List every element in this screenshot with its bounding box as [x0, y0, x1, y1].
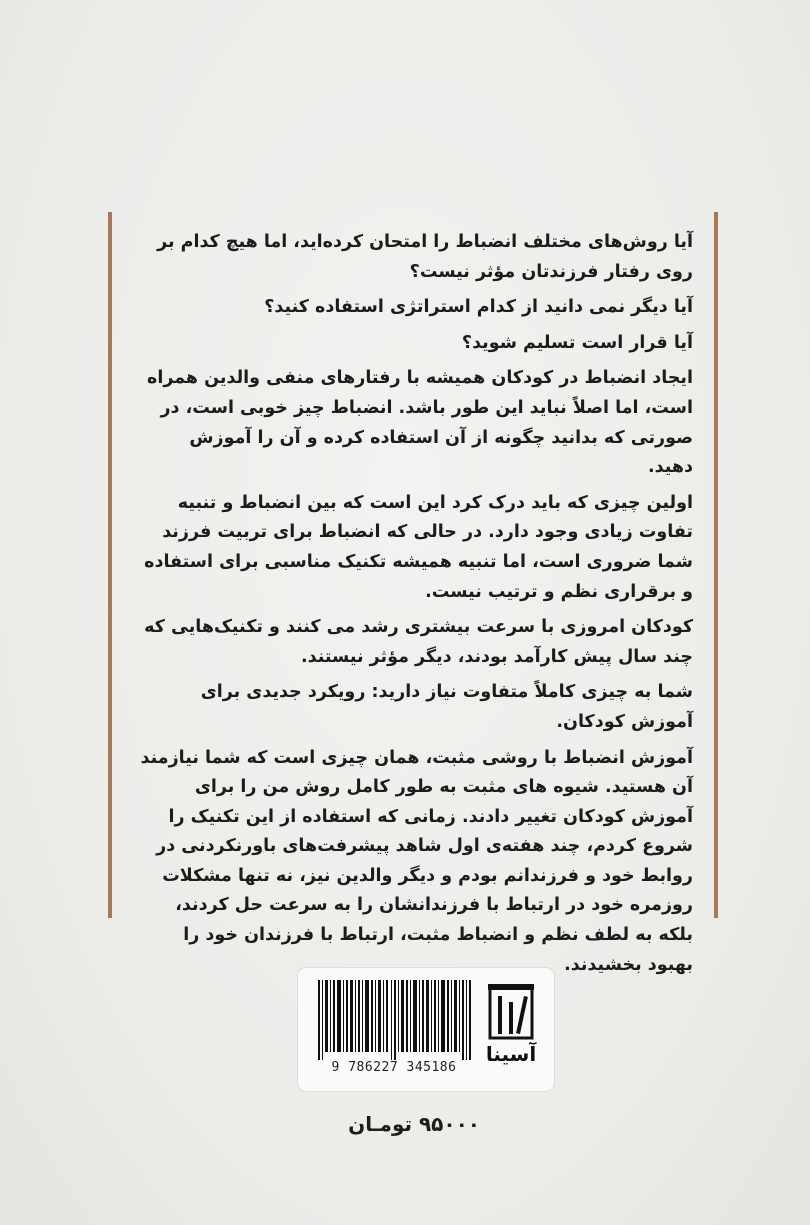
blurb-paragraph-2: آیا دیگر نمی دانید از کدام استراتژی استفاده کنید؟	[264, 297, 693, 318]
blurb-paragraph-5: اولین چیزی که باید درک کرد این است که بین انضباط و تنبیه تفاوت زیادی وجود دارد. در حالی که انضباط برای تربیت فرزند شما ضروری است، اما تنبیه همیشه تکنیک مناسبی برای استفاده و برقراری نظم و ترتیب نیست.	[144, 492, 693, 602]
isbn-sticker	[298, 968, 554, 1091]
right-border-rule	[714, 212, 718, 918]
barcode-icon	[316, 980, 472, 1060]
price-label: ۹۵۰۰۰ تومـان	[348, 1112, 480, 1136]
isbn-number: 9 786227 345186	[331, 1060, 457, 1075]
blurb-text	[140, 228, 703, 986]
blurb-paragraph-8: آموزش انضباط با روشی مثبت، همان چیزی است که شما نیازمند آن هستید. شیوه های مثبت به طور کامل روش من را برای آموزش کودکان تغییر دادند. زمانی که استفاده از این تکنیک را شروع کردم، چند هفته‌ی اول شاهد پیشرفت‌های باورنکردنی در روابط خود و فرزندانم بودم و دیگر والدین نیز، نه تنها مشکلات روزمره خود در ارتباط با فرزندانشان را به سرعت حل کردند، بلکه به لطف نظم و انضباط مثبت، ارتباط با فرزندان خود را بهبود بخشیدند.	[140, 747, 693, 975]
left-border-rule	[108, 212, 112, 918]
blurb-paragraph-1: آیا روش‌های مختلف انضباط را امتحان کرده‌اید، اما هیچ کدام بر روی رفتار فرزندتان مؤثر نیست؟	[157, 232, 693, 282]
publisher-name: آسینا	[485, 1042, 537, 1066]
blurb-paragraph-6: کودکان امروزی با سرعت بیشتری رشد می کنند و تکنیک‌هایی که چند سال پیش کارآمد بودند، دیگر مؤثر نیستند.	[144, 617, 693, 667]
blurb-paragraph-7: شما به چیزی کاملاً متفاوت نیاز دارید: رویکرد جدیدی برای آموزش کودکان.	[200, 682, 693, 732]
blurb-paragraph-4: ایجاد انضباط در کودکان همیشه با رفتارهای منفی والدین همراه است، اما اصلاً نباید این طور باشد. انضباط چیز خوبی است، در صورتی که بدانید چگونه از آن استفاده کرده و آن را آموزش دهید.	[146, 368, 693, 478]
blurb-paragraph-3: آیا قرار است تسلیم شوید؟	[461, 332, 693, 353]
